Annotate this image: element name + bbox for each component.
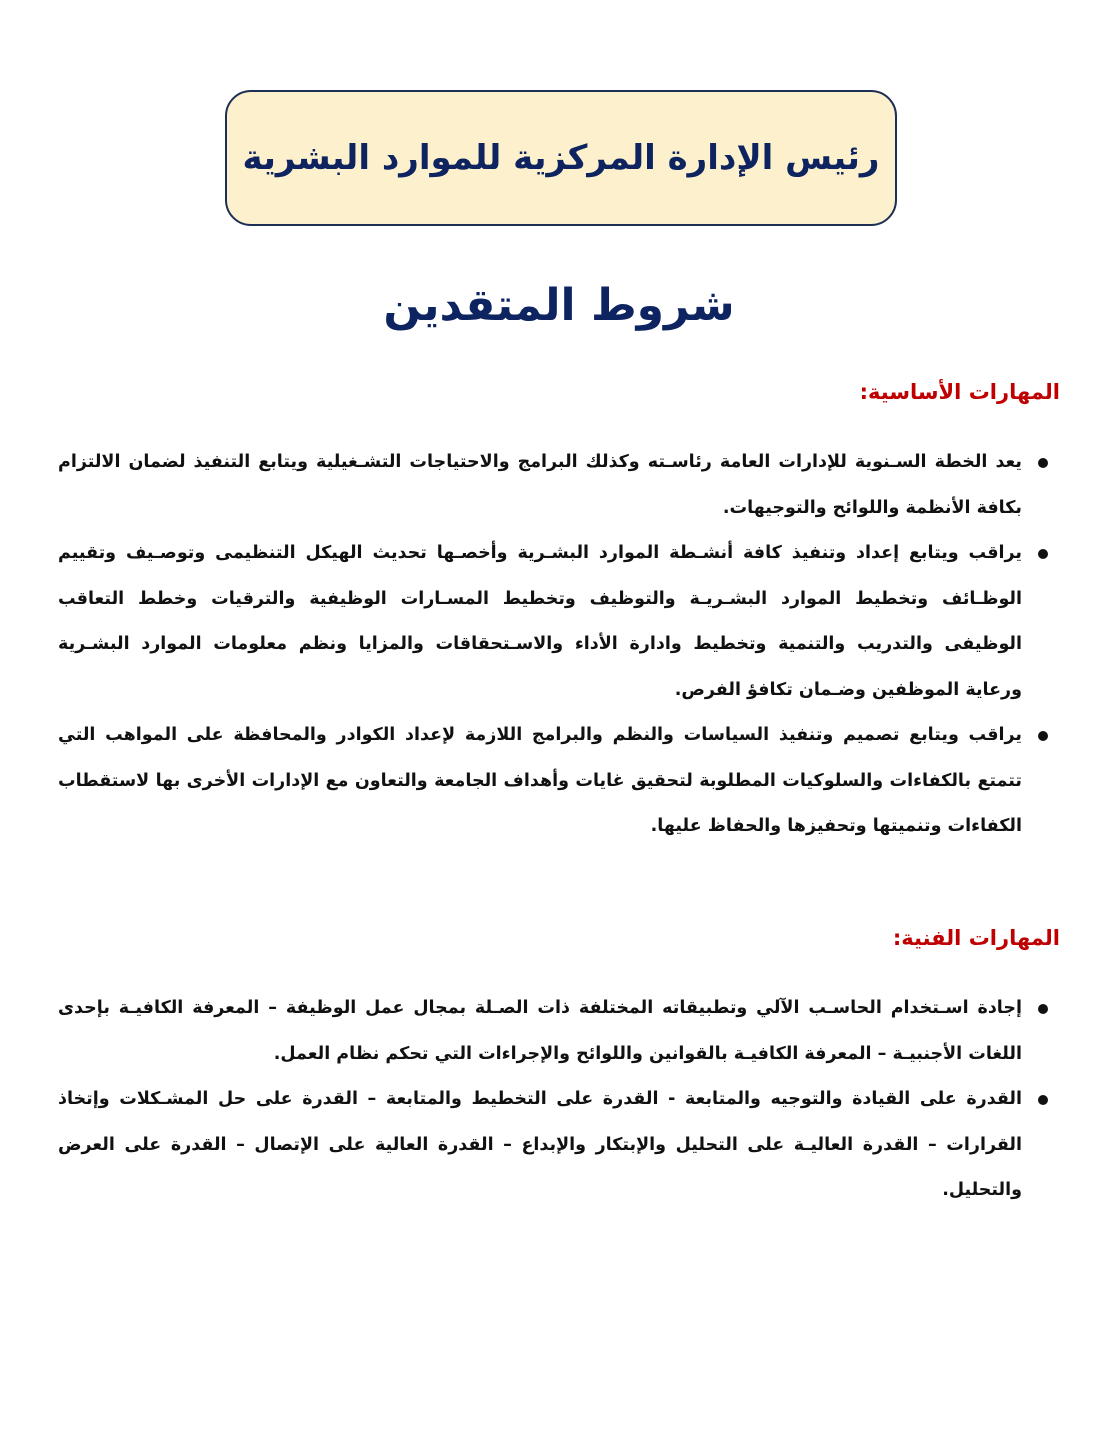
title-box xyxy=(225,90,897,226)
basic-skills-list xyxy=(58,440,1060,850)
bullet-icon xyxy=(1038,549,1048,559)
list-item-text: يراقب ويتابع تصميم وتنفيذ السياسات والنظم والبرامج اللازمة لإعداد الكوادر والمحافظة على المواهب التي تتمتع بالكفاءات والسلوكيات المطلوبة لتحقيق غايات وأهداف الجامعة والتعاون مع الإدارات الأخرى بها لاستقطاب الكفاءات وتنميتها وتحفيزها والحفاظ عليها. xyxy=(58,725,1022,836)
page-title: رئيس الإدارة المركزية للموارد البشرية xyxy=(242,138,880,178)
bullet-icon xyxy=(1038,1095,1048,1105)
section-heading-technical-skills: المهارات الفنية: xyxy=(892,926,1060,950)
section-heading-basic-skills: المهارات الأساسية: xyxy=(859,380,1060,404)
bullet-icon xyxy=(1038,458,1048,468)
list-item xyxy=(58,986,1060,1077)
list-item xyxy=(58,531,1060,713)
technical-skills-list xyxy=(58,986,1060,1214)
list-item-text: يعد الخطة السـنوية للإدارات العامة رئاسـته وكذلك البرامج والاحتياجات التشـغيلية ويتابع التنفيذ لضمان الالتزام بكافة الأنظمة واللوائح والتوجيهات. xyxy=(58,452,1022,518)
list-item xyxy=(58,713,1060,850)
list-item-text: القدرة على القيادة والتوجيه والمتابعة - القدرة على التخطيط والمتابعة – القدرة على حل المشـكلات وإتخاذ القرارات – القدرة العاليـة على التحليل والإبتكار والإبداع – القدرة العالية على الإتصال – القدرة على العرض والتحليل. xyxy=(58,1089,1022,1200)
list-item-text: إجادة اسـتخدام الحاسـب الآلي وتطبيقاته المختلفة ذات الصـلة بمجال عمل الوظيفة – المعرفة الكافيـة بإحدى اللغات الأجنبيـة – المعرفة الكافيـة بالقوانين واللوائح والإجراءات التي تحكم نظام العمل. xyxy=(58,998,1022,1064)
bullet-icon xyxy=(1038,1004,1048,1014)
page-subtitle: شروط المتقدين xyxy=(383,280,735,331)
list-item xyxy=(58,440,1060,531)
list-item xyxy=(58,1077,1060,1214)
bullet-icon xyxy=(1038,731,1048,741)
list-item-text: يراقب ويتابع إعداد وتنفيذ كافة أنشـطة الموارد البشـرية وأخصـها تحديث الهيكل التنظيمى وتوصـيف وتقييم الوظـائف وتخطيط الموارد البشـريـة والتوظيف وتخطيط المسـارات الوظيفية والترقيات وخطط التعاقب الوظيفى والتدريب والتنمية وتخطيط وادارة الأداء والاسـتحقاقات والمزايا ونظم معلومات الموارد البشـرية ورعاية الموظفين وضـمان تكافؤ الفرص. xyxy=(58,543,1022,700)
